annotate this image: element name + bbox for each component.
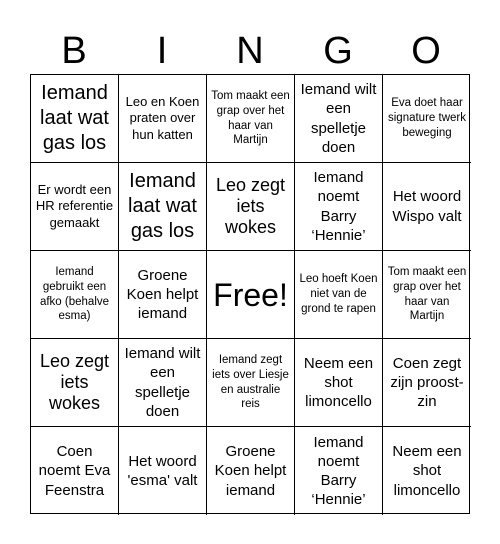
free-space-cell[interactable]: Free! xyxy=(207,251,295,339)
bingo-cell[interactable]: Iemand laat wat gas los xyxy=(31,75,119,163)
bingo-cell[interactable]: Leo hoeft Koen niet van de grond te rapen xyxy=(295,251,383,339)
bingo-cell[interactable]: Groene Koen helpt iemand xyxy=(207,427,295,515)
bingo-cell[interactable]: Leo zegt iets wokes xyxy=(207,163,295,251)
bingo-cell[interactable]: Iemand laat wat gas los xyxy=(119,163,207,251)
bingo-cell[interactable]: Iemand wilt een spelletje doen xyxy=(295,75,383,163)
bingo-cell[interactable]: Er wordt een HR referentie gemaakt xyxy=(31,163,119,251)
bingo-cell[interactable]: Het woord 'esma' valt xyxy=(119,427,207,515)
bingo-cell[interactable]: Tom maakt een grap over het haar van Martijn xyxy=(383,251,471,339)
bingo-cell[interactable]: Groene Koen helpt iemand xyxy=(119,251,207,339)
bingo-cell[interactable]: Tom maakt een grap over het haar van Martijn xyxy=(207,75,295,163)
bingo-cell[interactable]: Neem een shot limoncello xyxy=(295,339,383,427)
bingo-cell[interactable]: Eva doet haar signature twerk beweging xyxy=(383,75,471,163)
bingo-cell[interactable]: Coen zegt zijn proost-zin xyxy=(383,339,471,427)
bingo-cell[interactable]: Neem een shot limoncello xyxy=(392,443,462,499)
header-letter-b: B xyxy=(61,30,87,72)
bingo-header xyxy=(30,28,470,74)
bingo-cell[interactable]: Iemand wilt een spelletje doen xyxy=(119,339,207,427)
bingo-cell[interactable]: Leo en Koen praten over hun katten xyxy=(119,75,207,163)
bingo-cell[interactable]: Iemand noemt Barry ‘Hennie’ xyxy=(295,427,383,515)
header-letter-g: G xyxy=(323,30,353,72)
bingo-cell[interactable]: Het woord Wispo valt xyxy=(383,163,471,251)
bingo-cell[interactable]: Iemand noemt Barry ‘Hennie’ xyxy=(295,163,383,251)
bingo-cell[interactable]: Iemand zegt iets over Liesje en australie reis xyxy=(207,339,295,427)
bingo-cell[interactable]: Leo zegt iets wokes xyxy=(31,339,119,427)
header-letter-i: I xyxy=(156,30,168,72)
header-letter-o: O xyxy=(411,30,441,72)
bingo-cell[interactable]: Iemand gebruikt een afko (behalve esma) xyxy=(31,251,119,339)
header-letter-n: N xyxy=(236,30,264,72)
bingo-cell[interactable]: Coen noemt Eva Feenstra xyxy=(31,427,119,515)
bingo-board xyxy=(30,74,470,514)
